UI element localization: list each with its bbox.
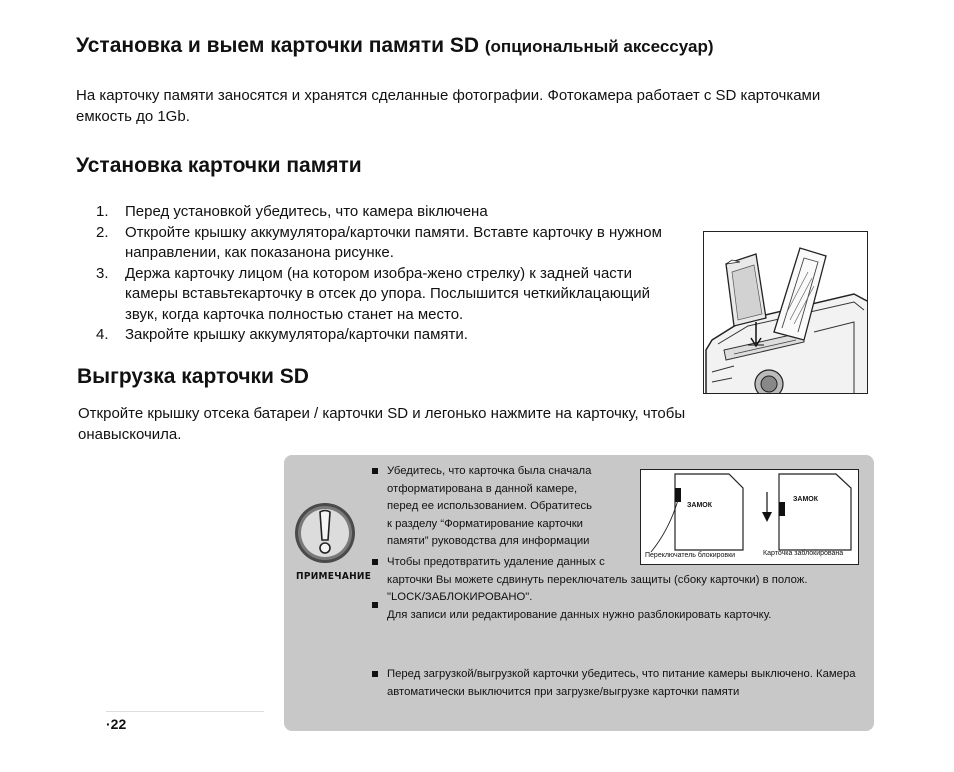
lock-switch-illustration bbox=[640, 469, 859, 565]
lock-word-right: ЗАМОК bbox=[793, 496, 818, 503]
caption-card-locked: Карточка заблокирована bbox=[763, 550, 844, 557]
note-line: Чтобы предотвратить удаление данных с bbox=[387, 556, 605, 568]
title-subtitle: (опциональный аксессуар) bbox=[484, 37, 714, 56]
note-line: Перед загрузкой/выгрузкой карточки убедитесь, что питание камеры выключено. Камера bbox=[387, 668, 856, 680]
bullet-square-icon bbox=[372, 602, 378, 608]
step-text: Откройте крышку аккумулятора/карточки памяти. Вставте карточку в нужном направлении, как показанона рисунке. bbox=[125, 223, 662, 261]
step-item bbox=[96, 325, 686, 346]
note-label: ПРИМЕЧАНИЕ bbox=[296, 571, 372, 582]
step-number: 1. bbox=[96, 203, 109, 220]
unload-heading: Выгрузка карточки SD bbox=[77, 365, 309, 388]
bullet-square-icon bbox=[372, 468, 378, 474]
step-number: 2. bbox=[96, 223, 109, 241]
caption-lock-switch: Переключатель блокировки bbox=[645, 552, 736, 559]
lock-word-left: ЗАМОК bbox=[687, 502, 712, 509]
note-line: Для записи или редактирование данных нужно разблокировать карточку. bbox=[387, 609, 772, 621]
step-item bbox=[96, 264, 686, 326]
intro-paragraph: На карточку памяти заносятся и хранятся сделанные фотографии. Фотокамера работает с SD карточками емкость до 1Gb. bbox=[76, 87, 821, 125]
page-number: ·22 bbox=[106, 716, 127, 732]
bullet-square-icon bbox=[372, 671, 378, 677]
step-text: Закройте крышку аккумулятора/карточки памяти. bbox=[125, 326, 468, 343]
note-line: "LOCK/ЗАБЛОКИРОВАНО". bbox=[387, 591, 533, 603]
note-bullet-power bbox=[387, 666, 865, 701]
install-steps bbox=[96, 202, 686, 346]
footer-rule bbox=[106, 711, 264, 712]
step-number: 3. bbox=[96, 264, 109, 282]
note-bullet-unlock bbox=[387, 607, 771, 625]
note-line: Убедитесь, что карточка была сначала bbox=[387, 465, 592, 477]
note-line: автоматически выключится при загрузке/выгрузке карточки памяти bbox=[387, 685, 740, 698]
title-main: Установка и выем карточки памяти SD bbox=[76, 34, 480, 57]
bullet-square-icon bbox=[372, 559, 378, 565]
note-line: памяти” руководства для информации bbox=[387, 535, 590, 547]
unload-paragraph: Откройте крышку отсека батареи / карточки SD и легонько нажмите на карточку, чтобы онавыскочила. bbox=[78, 405, 686, 443]
step-item bbox=[96, 223, 686, 264]
note-line: карточки Вы можете сдвинуть переключатель защиты (сбоку карточки) в полож. bbox=[387, 573, 808, 586]
install-heading: Установка карточки памяти bbox=[76, 154, 362, 177]
note-line: перед ее использованием. Обратитесь bbox=[387, 500, 593, 512]
step-text: Держа карточку лицом (на котором изобра-жено стрелку) к задней части камеры вставьтекарточку в отсек до упора. Послышится четкийклацающий звук, когда карточка полностью станет на место. bbox=[125, 264, 651, 323]
note-line: к разделу “Форматирование карточки bbox=[387, 517, 583, 530]
step-number: 4. bbox=[96, 326, 109, 343]
step-item bbox=[96, 202, 686, 223]
note-line: отформатирована в данной камере, bbox=[387, 482, 578, 495]
page-title bbox=[76, 34, 714, 58]
note-bullet-format bbox=[387, 463, 592, 551]
step-text: Перед установкой убедитесь, что камера віключена bbox=[125, 203, 488, 220]
camera-card-illustration bbox=[703, 231, 868, 394]
exclamation-icon bbox=[294, 502, 356, 564]
